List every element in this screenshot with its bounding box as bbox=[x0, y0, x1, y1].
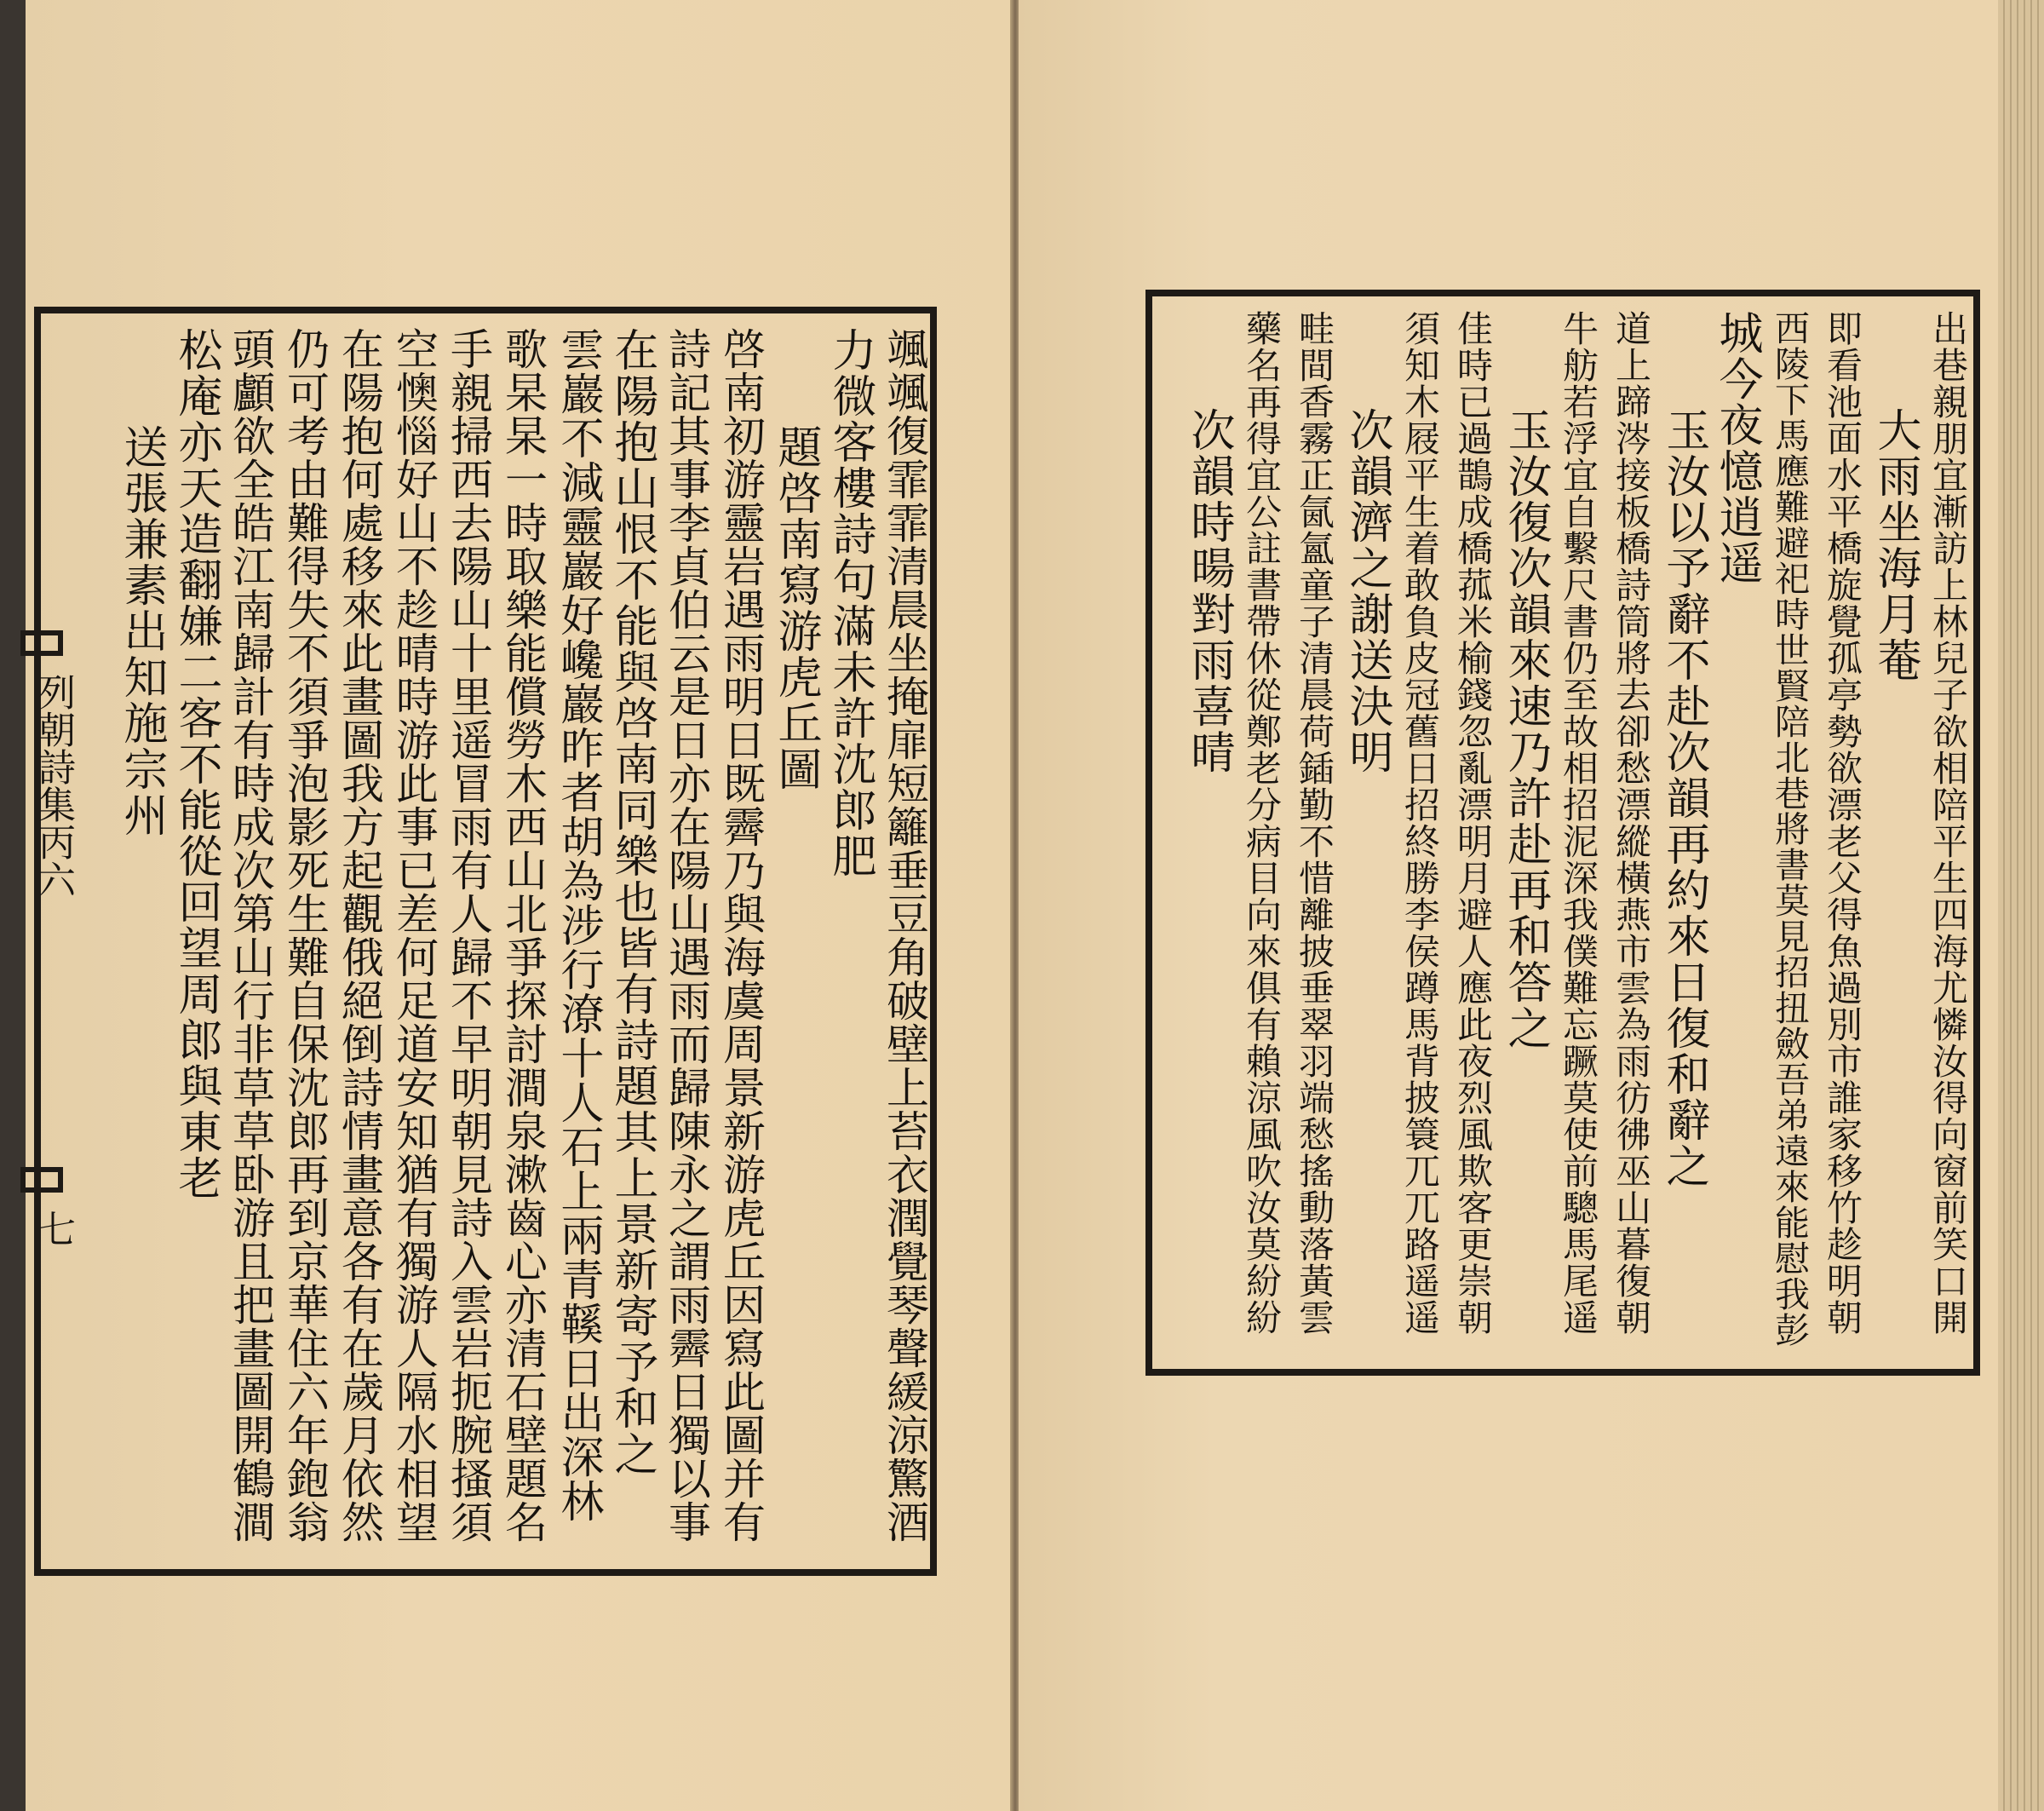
text-column: 城今夜憶逍遥 bbox=[1711, 310, 1762, 586]
text-column: 在陽抱何處移來此畫圖我方起觀俄絕倒詩情畫意各有在歲月依然 bbox=[335, 327, 384, 1544]
page-edges bbox=[1998, 0, 2044, 1811]
poem-title: 大雨坐海月菴 bbox=[1869, 407, 1921, 683]
text-column: 西陵下馬應難避祀時世賢陪北巷將書莫見招扭斂吾弟遠來能慰我彭 bbox=[1769, 310, 1810, 1348]
text-column: 松庵亦天造翻嫌二客不能從回望周郎與東老 bbox=[170, 327, 221, 1201]
banxin-title: 列朝詩集丙六 bbox=[32, 673, 75, 898]
text-column: 佳時已過鵲成橋菰米榆錢忽亂漂明月避人應此夜烈風欺客更崇朝 bbox=[1452, 310, 1494, 1336]
poem-title: 題啓南寫游虎丘圖 bbox=[770, 424, 821, 792]
text-column: 力微客樓詩句滿未許沈郎肥 bbox=[824, 327, 876, 879]
text-column: 牛舫若浮宜自繫尺書仍至故相招泥深我僕難忘蹶莫使前驄馬尾遥 bbox=[1558, 310, 1599, 1336]
text-column: 藥名再得宜公註書帶休從鄭老分病目向來俱有賴涼風吹汝莫紛紛 bbox=[1241, 310, 1283, 1336]
poem-title: 次韻濟之謝送決明 bbox=[1341, 407, 1392, 775]
text-column: 在陽抱山恨不能與啓南同樂也皆有詩題其上景新寄予和之 bbox=[606, 327, 657, 1477]
fish-tail-mark bbox=[20, 1167, 63, 1193]
text-column: 雲巖不減靈巖好巉巖昨者胡為涉行潦十人石上兩青鞵日出深林 bbox=[553, 327, 603, 1523]
text-column: 道上蹄涔接板橋詩筒將去卻愁漂縱橫燕市雲為雨彷彿巫山暮復朝 bbox=[1611, 310, 1652, 1336]
banxin-strip bbox=[20, 307, 75, 1576]
text-column: 頭顱欲全皓江南歸計有時成次第山行非草草卧游且把畫圖開鶴澗 bbox=[226, 327, 275, 1544]
text-column: 須知木屐平生着敢負皮冠舊日招終勝李侯蹲馬背披簑兀兀路遥遥 bbox=[1399, 310, 1441, 1336]
right-text-frame bbox=[1145, 290, 1980, 1376]
poem-title: 送張兼素出知施宗州 bbox=[116, 424, 167, 838]
poem-title: 玉汝以予辭不赴次韻再約來日復和辭之 bbox=[1658, 407, 1709, 1189]
text-column: 詩記其事李貞伯云是日亦在陽山遇雨而歸陳永之謂雨霽日獨以事 bbox=[662, 327, 711, 1544]
text-column: 颯颯復霏霏清晨坐掩扉短籬垂豆角破壁上苔衣潤覺琴聲緩涼驚酒 bbox=[880, 327, 929, 1544]
banxin-page-number: 七 bbox=[32, 1210, 75, 1247]
text-column: 即看池面水平橋旋覺孤亭勢欲漂老父得魚過別市誰家移竹趁明朝 bbox=[1822, 310, 1863, 1336]
text-column: 歌杲杲一時取樂能償勞木西山北爭探討澗泉漱齒心亦清石壁題名 bbox=[498, 327, 548, 1544]
text-column: 出巷親朋宜漸訪上林兒子欲相陪平生四海尤憐汝得向窗前笑口開 bbox=[1927, 310, 1969, 1336]
left-text-frame bbox=[34, 307, 937, 1576]
text-column: 空懊惱好山不趁晴時游此事已差何足道安知猶有獨游人隔水相望 bbox=[389, 327, 439, 1544]
text-column: 畦間香霧正氤氳童子清晨荷鍤勤不惜離披垂翠羽端愁搖動落黃雲 bbox=[1294, 310, 1335, 1336]
poem-title: 次韻時暘對雨喜晴 bbox=[1183, 407, 1234, 775]
text-column: 啓南初游靈岩遇雨明日既霽乃與海虞周景新游虎丘因寫此圖并有 bbox=[716, 327, 766, 1544]
text-column: 仍可考由難得失不須爭泡影死生難自保沈郎再到京華住六年鉋翁 bbox=[280, 327, 330, 1544]
text-column: 手親掃西去陽山十里遥冒雨有人歸不早明朝見詩入雲岩扼腕搔須 bbox=[444, 327, 493, 1544]
poem-title: 玉汝復次韻來速乃許赴再和答之 bbox=[1500, 407, 1551, 1051]
fish-tail-mark bbox=[20, 630, 63, 656]
